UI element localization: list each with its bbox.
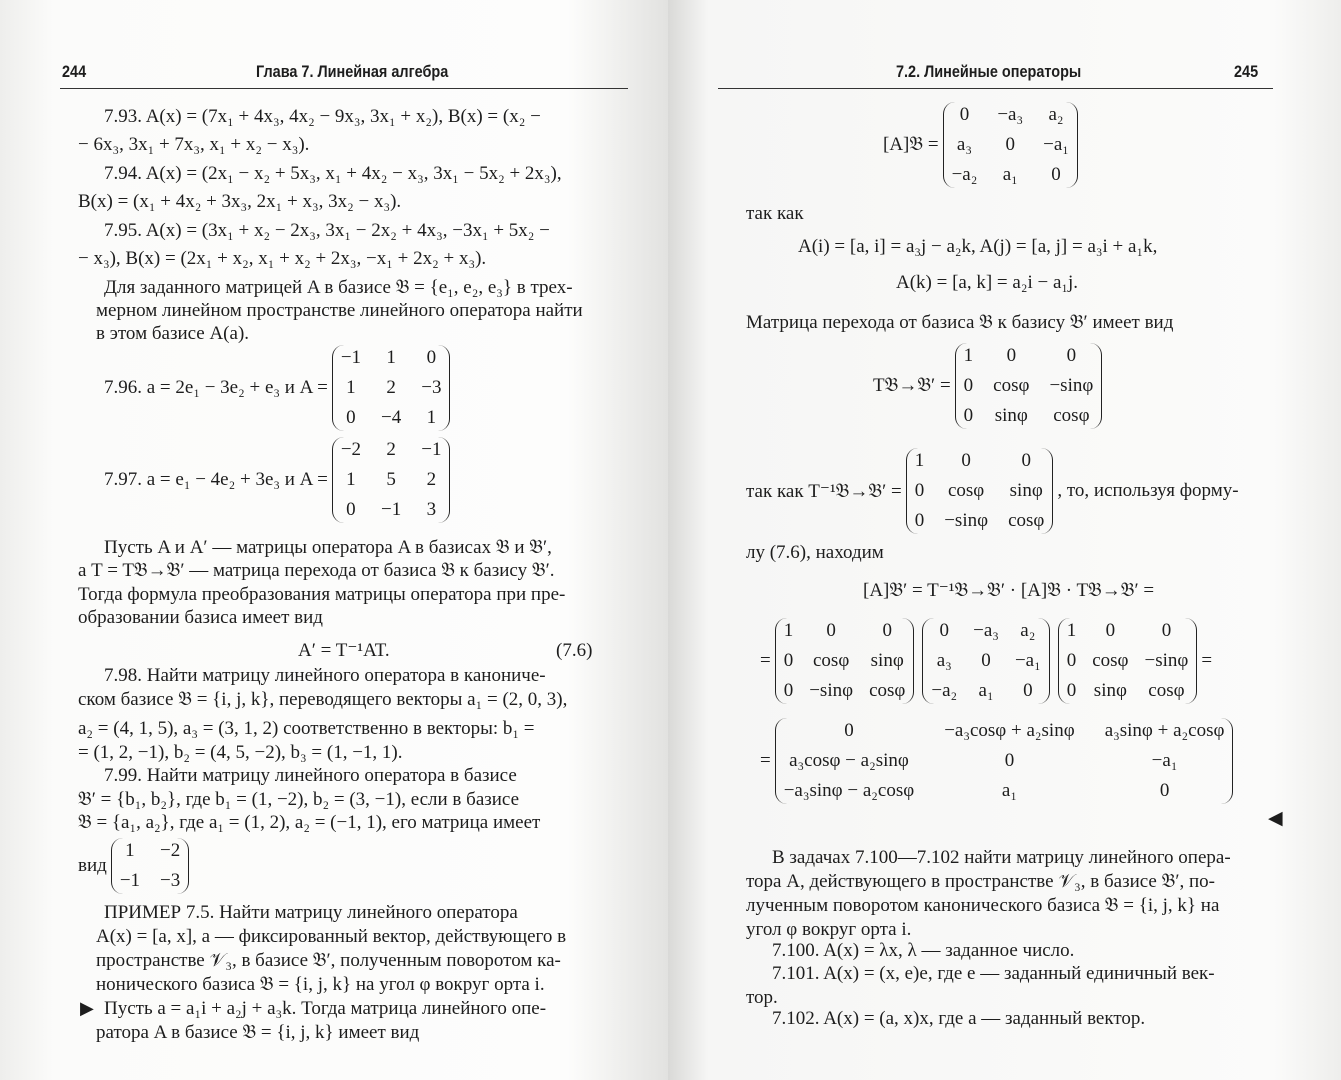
equation: A(i) = [a, i] = a₃j − a₂k, A(j) = [a, j] = a₃i + a₁k, xyxy=(798,236,1158,257)
matrix-cell: 0 xyxy=(959,104,970,125)
matrix xyxy=(955,343,1103,429)
math-text: 7.97. a = e₁ − 4e₂ + 3e₃ и A = xyxy=(104,469,328,490)
matrix-cell: a₃cosφ − a₂sinφ xyxy=(789,750,909,771)
matrix-cell: −2 xyxy=(160,840,181,861)
math-text: так как T⁻¹𝔅→𝔅′ = xyxy=(746,480,902,502)
matrix-cell: −a₃ xyxy=(973,620,999,641)
text-line: 7.100. A(x) = λx, λ — заданное число. xyxy=(772,940,1075,961)
text-line: Матрица перехода от базиса 𝔅 к базису 𝔅′ имеет вид xyxy=(746,312,1174,333)
matrix-cell: sinφ xyxy=(870,650,904,671)
matrix-cell: 2 xyxy=(386,439,396,460)
matrix-cell: 0 xyxy=(844,720,854,741)
matrix-cell: a₂ xyxy=(1020,620,1036,641)
matrix-cell: 0 xyxy=(346,407,356,428)
text-line: а T = T𝔅→𝔅′ — матрица перехода от базиса 𝔅 к базису 𝔅′. xyxy=(78,560,555,581)
text-line: угол φ вокруг орта i. xyxy=(746,919,912,940)
matrix-cell: 0 xyxy=(1051,164,1061,185)
matrix xyxy=(943,102,1078,188)
text-line: − 6x₃, 3x₁ + 7x₃, x₁ + x₂ − x₃). xyxy=(78,134,310,155)
matrix-cell: 3 xyxy=(426,499,437,520)
matrix-cell: 0 xyxy=(1161,620,1172,641)
matrix-cell: −2 xyxy=(340,439,362,460)
matrix-cell: 1 xyxy=(426,407,437,428)
math-text: , то, используя форму- xyxy=(1057,480,1239,501)
matrix xyxy=(922,618,1049,704)
text-line: 7.101. A(x) = (x, e)e, где e — заданный единичный век- xyxy=(772,963,1215,984)
matrix-cell: cosφ xyxy=(993,375,1030,396)
text-line: ратора A в базисе 𝔅 = {i, j, k} имеет вид xyxy=(96,1022,420,1043)
matrix-cell: cosφ xyxy=(1008,510,1045,531)
matrix-cell: a₃sinφ + a₂cosφ xyxy=(1104,720,1225,741)
text-line: в этом базисе A(a). xyxy=(96,323,250,344)
matrix-cell: cosφ xyxy=(813,650,850,671)
matrix-cell: a₃ xyxy=(936,650,952,671)
text-line: В задачах 7.100—7.102 найти матрицу линейного опера- xyxy=(772,847,1231,868)
left-page xyxy=(0,0,668,1080)
matrix-cell: 0 xyxy=(346,499,356,520)
matrix-cell: −1 xyxy=(340,347,362,368)
matrix-cell: 1 xyxy=(1066,620,1077,641)
matrix-cell: −1 xyxy=(421,439,442,460)
matrix-cell: 0 xyxy=(963,375,974,396)
running-head: 7.2. Линейные операторы xyxy=(896,62,1082,81)
math-block xyxy=(104,437,454,523)
text-line: мерном линейном пространстве линейного оператора найти xyxy=(96,300,583,321)
matrix-cell: 0 xyxy=(882,620,892,641)
matrix-cell: sinφ xyxy=(994,405,1028,426)
matrix-cell: 0 xyxy=(1066,345,1077,366)
matrix-cell: 1 xyxy=(963,345,974,366)
matrix-cell: 0 xyxy=(783,650,794,671)
matrix-cell: sinφ xyxy=(1009,480,1043,501)
matrix xyxy=(775,718,1234,804)
text-line: тора A, действующего в пространстве 𝒱₃, в базисе 𝔅′, по- xyxy=(746,871,1215,892)
matrix xyxy=(332,437,451,523)
matrix-cell: −1 xyxy=(381,499,402,520)
matrix-cell: sinφ xyxy=(1093,680,1127,701)
header-rule xyxy=(718,88,1273,89)
matrix-cell: cosφ xyxy=(869,680,906,701)
matrix-cell: a₂ xyxy=(1048,104,1064,125)
header-rule xyxy=(60,88,628,89)
matrix-cell: −sinφ xyxy=(1049,375,1094,396)
math-block xyxy=(873,343,1106,429)
matrix-cell: 0 xyxy=(426,347,437,368)
matrix-cell: 1 xyxy=(125,840,135,861)
matrix-cell: −sinφ xyxy=(809,680,854,701)
text-line: 7.93. A(x) = (7x₁ + 4x₃, 4x₂ − 9x₃, 3x₁ + x₂), B(x) = (x₂ − xyxy=(104,106,541,127)
matrix-cell: 5 xyxy=(386,469,396,490)
text-line: 7.98. Найти матрицу линейного оператора в канониче- xyxy=(104,665,546,686)
text-line: Для заданного матрицей A в базисе 𝔅 = {e₁, e₂, e₃} в трех- xyxy=(104,277,573,298)
math-text: = xyxy=(760,650,771,671)
math-block xyxy=(883,102,1082,188)
formula-number: (7.6) xyxy=(556,640,593,661)
text-line: Пусть a = a₁i + a₂j + a₃k. Тогда матрица линейного опе- xyxy=(104,998,547,1019)
matrix-cell: a₃ xyxy=(956,134,972,155)
text-line: B(x) = (x₁ + 4x₂ + 3x₃, 2x₁ + x₃, 3x₂ − x₃). xyxy=(78,191,402,212)
right-page xyxy=(668,0,1341,1080)
text-line: лу (7.6), находим xyxy=(746,542,884,563)
formula: A′ = T⁻¹AT. xyxy=(298,640,390,661)
matrix-cell: 0 xyxy=(1066,650,1077,671)
matrix xyxy=(775,618,915,704)
math-text: = xyxy=(1201,650,1213,671)
text-line: образовании базиса имеет вид xyxy=(78,607,323,628)
matrix xyxy=(1058,618,1198,704)
matrix-cell: 0 xyxy=(1021,450,1031,471)
matrix-cell: −3 xyxy=(421,377,442,398)
text-line: нонического базиса 𝔅 = {i, j, k} на угол φ вокруг орта i. xyxy=(96,974,545,995)
end-of-solution-marker: ◀ xyxy=(1268,808,1283,829)
matrix-cell: −sinφ xyxy=(944,510,989,531)
matrix-cell: 0 xyxy=(1004,750,1015,771)
text-line: ПРИМЕР 7.5. Найти матрицу линейного оператора xyxy=(104,902,518,923)
matrix-cell: 0 xyxy=(826,620,836,641)
math-block xyxy=(760,618,1212,704)
matrix-cell: 0 xyxy=(963,405,974,426)
matrix-cell: a₁ xyxy=(1001,780,1017,801)
text-line: пространстве 𝒱₃, в базисе 𝔅′, полученным поворотом ка- xyxy=(96,950,561,971)
equation: [A]𝔅′ = T⁻¹𝔅→𝔅′ · [A]𝔅 · T𝔅→𝔅′ = xyxy=(863,580,1155,601)
matrix-cell: −3 xyxy=(160,870,181,891)
matrix-cell: −a₂ xyxy=(931,680,958,701)
matrix-cell: 0 xyxy=(914,510,925,531)
running-head: Глава 7. Линейная алгебра xyxy=(256,62,449,81)
solution-start-marker: ▶ xyxy=(80,998,94,1018)
matrix xyxy=(332,345,451,431)
page-number: 244 xyxy=(62,62,87,81)
text-line: лученным поворотом канонического базиса 𝔅 = {i, j, k} на xyxy=(746,895,1220,916)
matrix-cell: 0 xyxy=(1159,780,1170,801)
text-line: 7.99. Найти матрицу линейного оператора в базисе xyxy=(104,765,517,786)
matrix-cell: −a₃cosφ + a₂sinφ xyxy=(944,720,1075,741)
matrix-cell: −a₃ xyxy=(997,104,1024,125)
matrix-cell: −a₁ xyxy=(1151,750,1178,771)
matrix-cell: cosφ xyxy=(947,480,985,501)
text-line: 7.102. A(x) = (a, x)x, где a — заданный вектор. xyxy=(772,1008,1146,1029)
text-line: 𝔅 = {a₁, a₂}, где a₁ = (1, 2), a₂ = (−1, 1), его матрица имеет xyxy=(78,812,541,833)
matrix-cell: a₁ xyxy=(978,680,994,701)
math-text: T𝔅→𝔅′ = xyxy=(873,375,951,396)
text-line: a₂ = (4, 1, 5), a₃ = (3, 1, 2) соответственно в векторы: b₁ = xyxy=(78,718,535,739)
matrix-cell: cosφ xyxy=(1148,680,1185,701)
text-line: так как xyxy=(746,203,804,224)
text-line: тор. xyxy=(746,987,778,1008)
matrix-cell: −a₂ xyxy=(951,164,978,185)
text-line: 7.94. A(x) = (2x₁ − x₂ + 5x₃, x₁ + 4x₂ − x₃, 3x₁ − 5x₂ + 2x₃), xyxy=(104,163,562,184)
math-block xyxy=(104,345,454,431)
matrix-cell: 0 xyxy=(783,680,794,701)
math-text: вид xyxy=(78,855,107,876)
equation: A(k) = [a, k] = a₂i − a₁j. xyxy=(896,272,1079,293)
text-line: 𝔅′ = {b₁, b₂}, где b₁ = (1, −2), b₂ = (3, −1), если в базисе xyxy=(78,789,520,810)
matrix-cell: 0 xyxy=(961,450,971,471)
math-block xyxy=(760,718,1237,804)
math-text: = xyxy=(760,750,771,771)
matrix-cell: 1 xyxy=(346,377,356,398)
matrix-cell: −a₁ xyxy=(1014,650,1041,671)
page-number: 245 xyxy=(1234,62,1259,81)
matrix-cell: 0 xyxy=(1023,680,1033,701)
matrix xyxy=(906,448,1054,534)
matrix-cell: cosφ xyxy=(1092,650,1129,671)
matrix-cell: −a₃sinφ − a₂cosφ xyxy=(783,780,915,801)
matrix-cell: 0 xyxy=(981,650,991,671)
matrix-cell: 0 xyxy=(1105,620,1116,641)
matrix-cell: 1 xyxy=(386,347,396,368)
matrix-cell: 0 xyxy=(1005,134,1015,155)
text-line: Тогда формула преобразования матрицы оператора при пре- xyxy=(78,584,566,605)
matrix-cell: 0 xyxy=(939,620,950,641)
text-line: Пусть A и A′ — матрицы оператора A в базисах 𝔅 и 𝔅′, xyxy=(104,537,552,558)
matrix-cell: 0 xyxy=(1066,680,1077,701)
matrix xyxy=(111,838,189,894)
matrix-cell: 2 xyxy=(386,377,396,398)
matrix-cell: 0 xyxy=(1006,345,1017,366)
matrix-cell: −sinφ xyxy=(1144,650,1189,671)
math-block xyxy=(746,448,1239,534)
text-line: A(x) = [a, x], a — фиксированный вектор, действующего в xyxy=(96,926,567,947)
math-text: 7.96. a = 2e₁ − 3e₂ + e₃ и A = xyxy=(104,377,328,398)
matrix-cell: 1 xyxy=(783,620,794,641)
text-line: = (1, 2, −1), b₂ = (4, 5, −2), b₃ = (1, −1, 1). xyxy=(78,742,403,763)
math-text: [A]𝔅 = xyxy=(883,134,939,155)
math-block xyxy=(78,838,193,894)
matrix-cell: 1 xyxy=(914,450,925,471)
matrix-cell: 1 xyxy=(346,469,356,490)
matrix-cell: a₁ xyxy=(1002,164,1018,185)
matrix-cell: cosφ xyxy=(1053,405,1090,426)
text-line: ском базисе 𝔅 = {i, j, k}, переводящего векторы a₁ = (2, 0, 3), xyxy=(78,689,568,710)
text-line: − x₃), B(x) = (2x₁ + x₂, x₁ + x₂ + 2x₃, −x₁ + 2x₂ + x₃). xyxy=(78,248,487,269)
matrix-cell: 2 xyxy=(426,469,437,490)
matrix-cell: −1 xyxy=(119,870,141,891)
matrix-cell: 0 xyxy=(914,480,925,501)
matrix-cell: −4 xyxy=(381,407,402,428)
text-line: 7.95. A(x) = (3x₁ + x₂ − 2x₃, 3x₁ − 2x₂ + 4x₃, −3x₁ + 5x₂ − xyxy=(104,220,550,241)
matrix-cell: −a₁ xyxy=(1043,134,1069,155)
